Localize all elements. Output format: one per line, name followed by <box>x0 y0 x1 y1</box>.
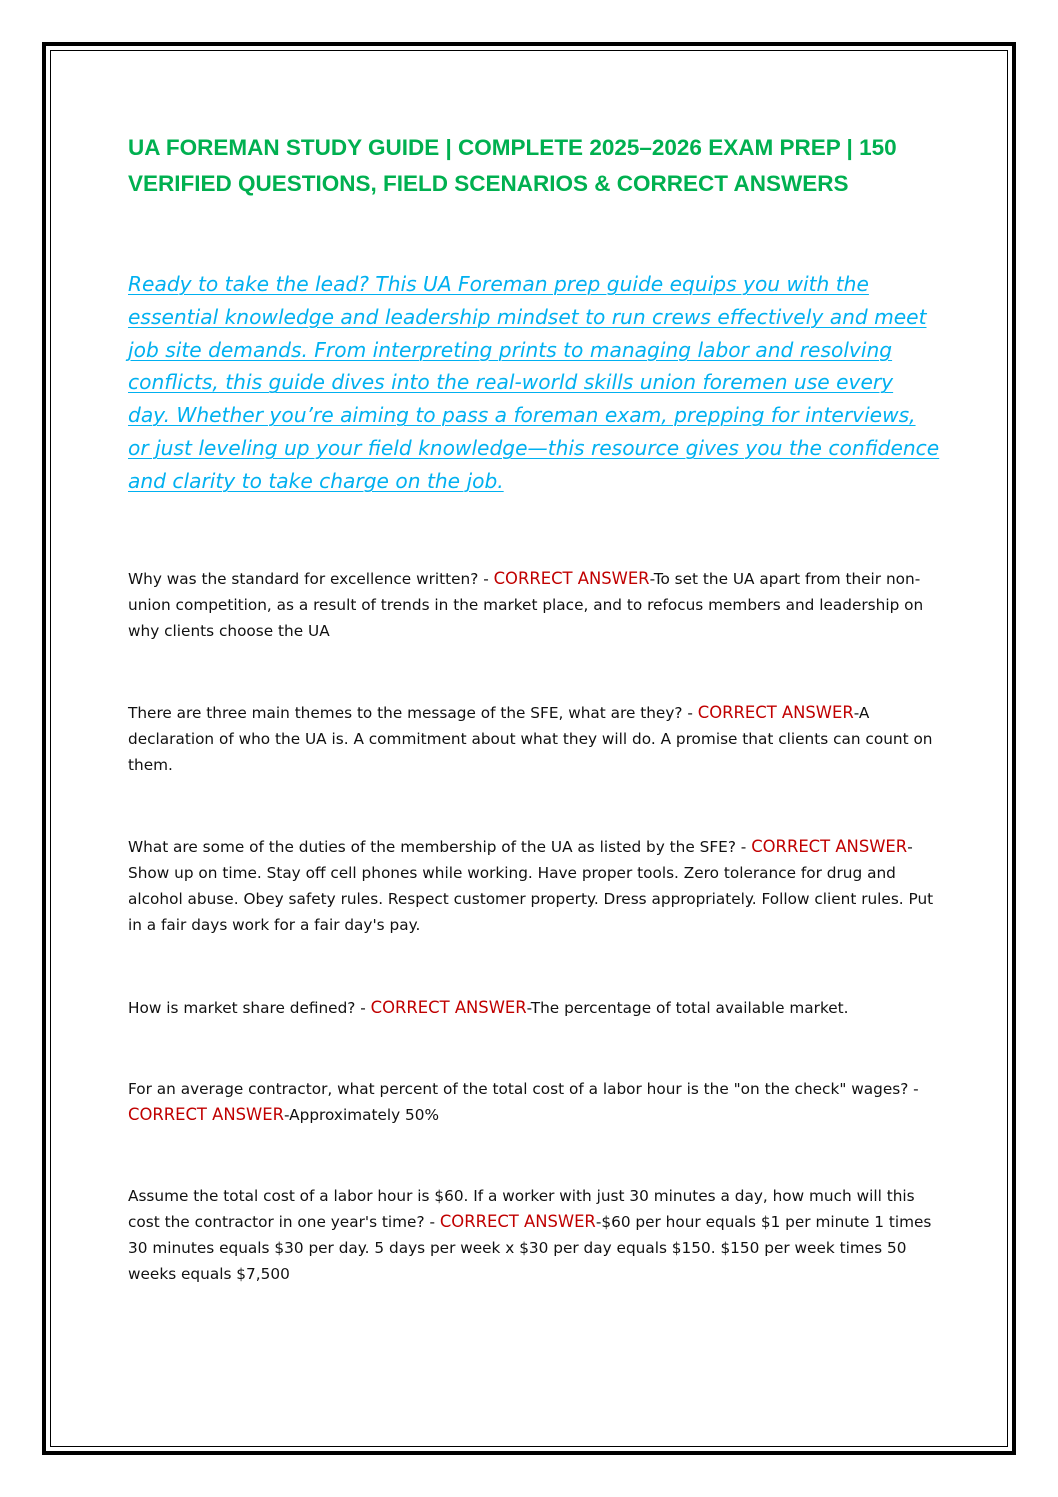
answer-text: -The percentage of total available market. <box>526 999 849 1017</box>
qa-item <box>128 1183 940 1287</box>
question-text: There are three main themes to the message of the SFE, what are they? - <box>128 704 698 722</box>
answer-text: -$60 per hour equals $1 per minute 1 times 30 minutes equals $30 per day. 5 days per week x $30 per day equals $150. $150 per week times 50 weeks equals $7,500 <box>128 1213 932 1283</box>
correct-answer-label: CORRECT ANSWER <box>439 1212 596 1231</box>
document-title: UA FOREMAN STUDY GUIDE | COMPLETE 2025–2026 EXAM PREP | 150 VERIFIED QUESTIONS, FIELD SCENARIOS & CORRECT ANSWERS <box>128 135 897 196</box>
correct-answer-label: CORRECT ANSWER <box>370 998 527 1017</box>
correct-answer-label: CORRECT ANSWER <box>128 1105 284 1124</box>
question-text: Why was the standard for excellence written? - <box>128 570 494 588</box>
answer-text: -Show up on time. Stay off cell phones while working. Have proper tools. Zero tolerance for drug and alcohol abuse. Obey safety rules. Respect customer property. Dress appropriately. Follow client rules. Put in a fair days work for a fair day's pay. <box>128 838 934 934</box>
correct-answer-label: CORRECT ANSWER <box>751 837 908 856</box>
qa-item <box>128 700 940 778</box>
qa-item <box>128 995 940 1021</box>
question-text: Assume the total cost of a labor hour is $60. If a worker with just 30 minutes a day, how much will this cost the contractor in one year's time? - <box>128 1187 915 1231</box>
qa-item <box>128 834 940 938</box>
question-text: How is market share defined? - <box>128 999 371 1017</box>
correct-answer-label: CORRECT ANSWER <box>493 569 650 588</box>
correct-answer-label: CORRECT ANSWER <box>697 703 854 722</box>
question-text: For an average contractor, what percent of the total cost of a labor hour is the "on the check" wages? - <box>128 1080 919 1098</box>
question-text: What are some of the duties of the membership of the UA as listed by the SFE? - <box>128 838 752 856</box>
qa-item <box>128 566 940 644</box>
answer-text: -A declaration of who the UA is. A commitment about what they will do. A promise that clients can count on them. <box>128 704 933 774</box>
answer-text: -To set the UA apart from their non-union competition, as a result of trends in the market place, and to refocus members and leadership on why clients choose the UA <box>128 570 924 640</box>
qa-item <box>128 1076 940 1128</box>
intro-paragraph: Ready to take the lead? This UA Foreman prep guide equips you with the essential knowledge and leadership mindset to run crews effectively and meet job site demands. From interpreting prints to managing labor and resolving conflicts, this guide dives into the real-world skills union foremen use every day. Whether you’re aiming to pass a foreman exam, prepping for interviews, or just leveling up your field knowledge—this resource gives you the confidence and clarity to take charge on the job. <box>128 272 940 493</box>
answer-text: -Approximately 50% <box>283 1106 440 1124</box>
